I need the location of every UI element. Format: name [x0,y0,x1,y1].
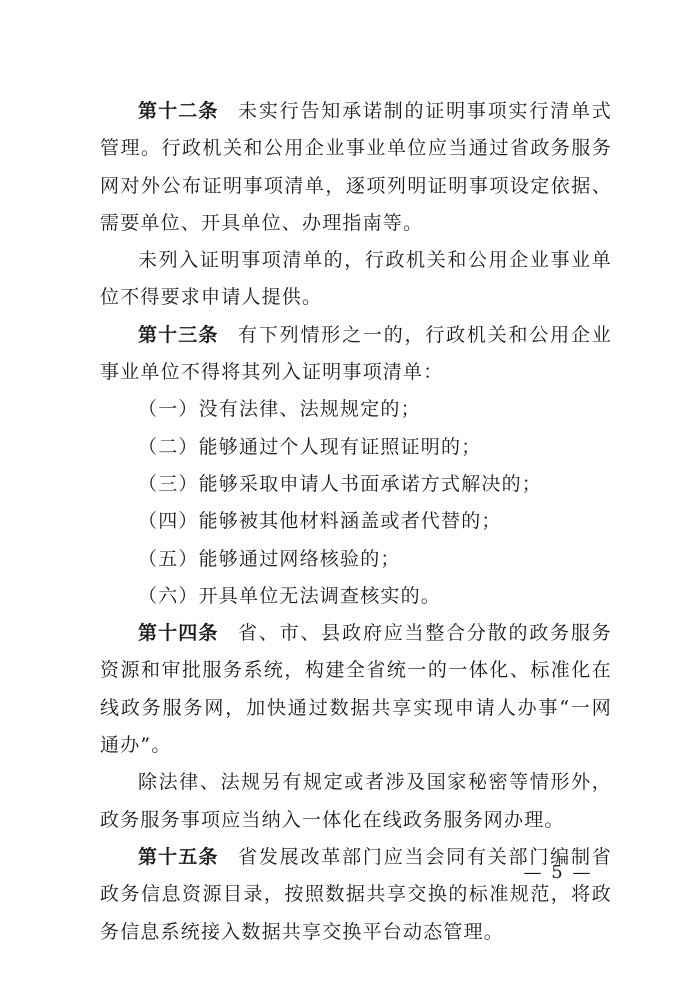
article-13-item-6: （六）开具单位无法调查核实的。 [138,584,442,607]
article-13-intro: 有下列情形之一的，行政机关和公用企业事业单位不得将其列入证明事项清单： [100,323,612,384]
article-14-text-1: 省、市、县政府应当整合分散的政务服务资源和审批服务系统，构建全省统一的一体化、标准化在线政务服务网，加快通过数据共享实现申请人办事“一网通办”。 [100,622,612,757]
article-14-paragraph-1 [100,615,612,764]
article-15-title: 第十五条 [138,845,219,868]
article-13-title: 第十三条 [138,323,219,346]
article-12-paragraph-1 [100,93,612,242]
article-12-text-1: 未实行告知承诺制的证明事项实行清单式管理。行政机关和公用企业事业单位应当通过省政务服务网对外公布证明事项清单，逐项列明证明事项设定依据、需要单位、开具单位、办理指南等。 [100,100,612,234]
article-12-title: 第十二条 [138,100,219,122]
article-13-item-3: （三）能够采取申请人书面承诺方式解决的； [138,472,543,495]
article-14-title: 第十四条 [138,622,219,645]
article-14-paragraph-2: 除法律、法规另有规定或者涉及国家秘密等情形外，政务服务事项应当纳入一体化在线政务服务网办理。 [100,771,612,831]
article-13-item-2: （二）能够通过个人现有证照证明的； [138,435,482,458]
article-13-item-5: （五）能够通过网络核验的； [138,547,401,570]
document-body [100,93,612,951]
article-13-paragraph-1 [100,317,612,392]
article-13-item-1: （一）没有法律、法规规定的； [138,398,421,421]
page-number: — 5 — [523,862,593,883]
article-15-paragraph-1 [100,839,612,951]
article-15-text-1: 省发展改革部门应当会同有关部门编制省政务信息资源目录，按照数据共享交换的标准规范，将政务信息系统接入数据共享交换平台动态管理。 [100,845,612,943]
article-13-item-4: （四）能够被其他材料涵盖或者代替的； [138,510,502,533]
article-12-paragraph-2: 未列入证明事项清单的，行政机关和公用企业事业单位不得要求申请人提供。 [100,249,612,309]
